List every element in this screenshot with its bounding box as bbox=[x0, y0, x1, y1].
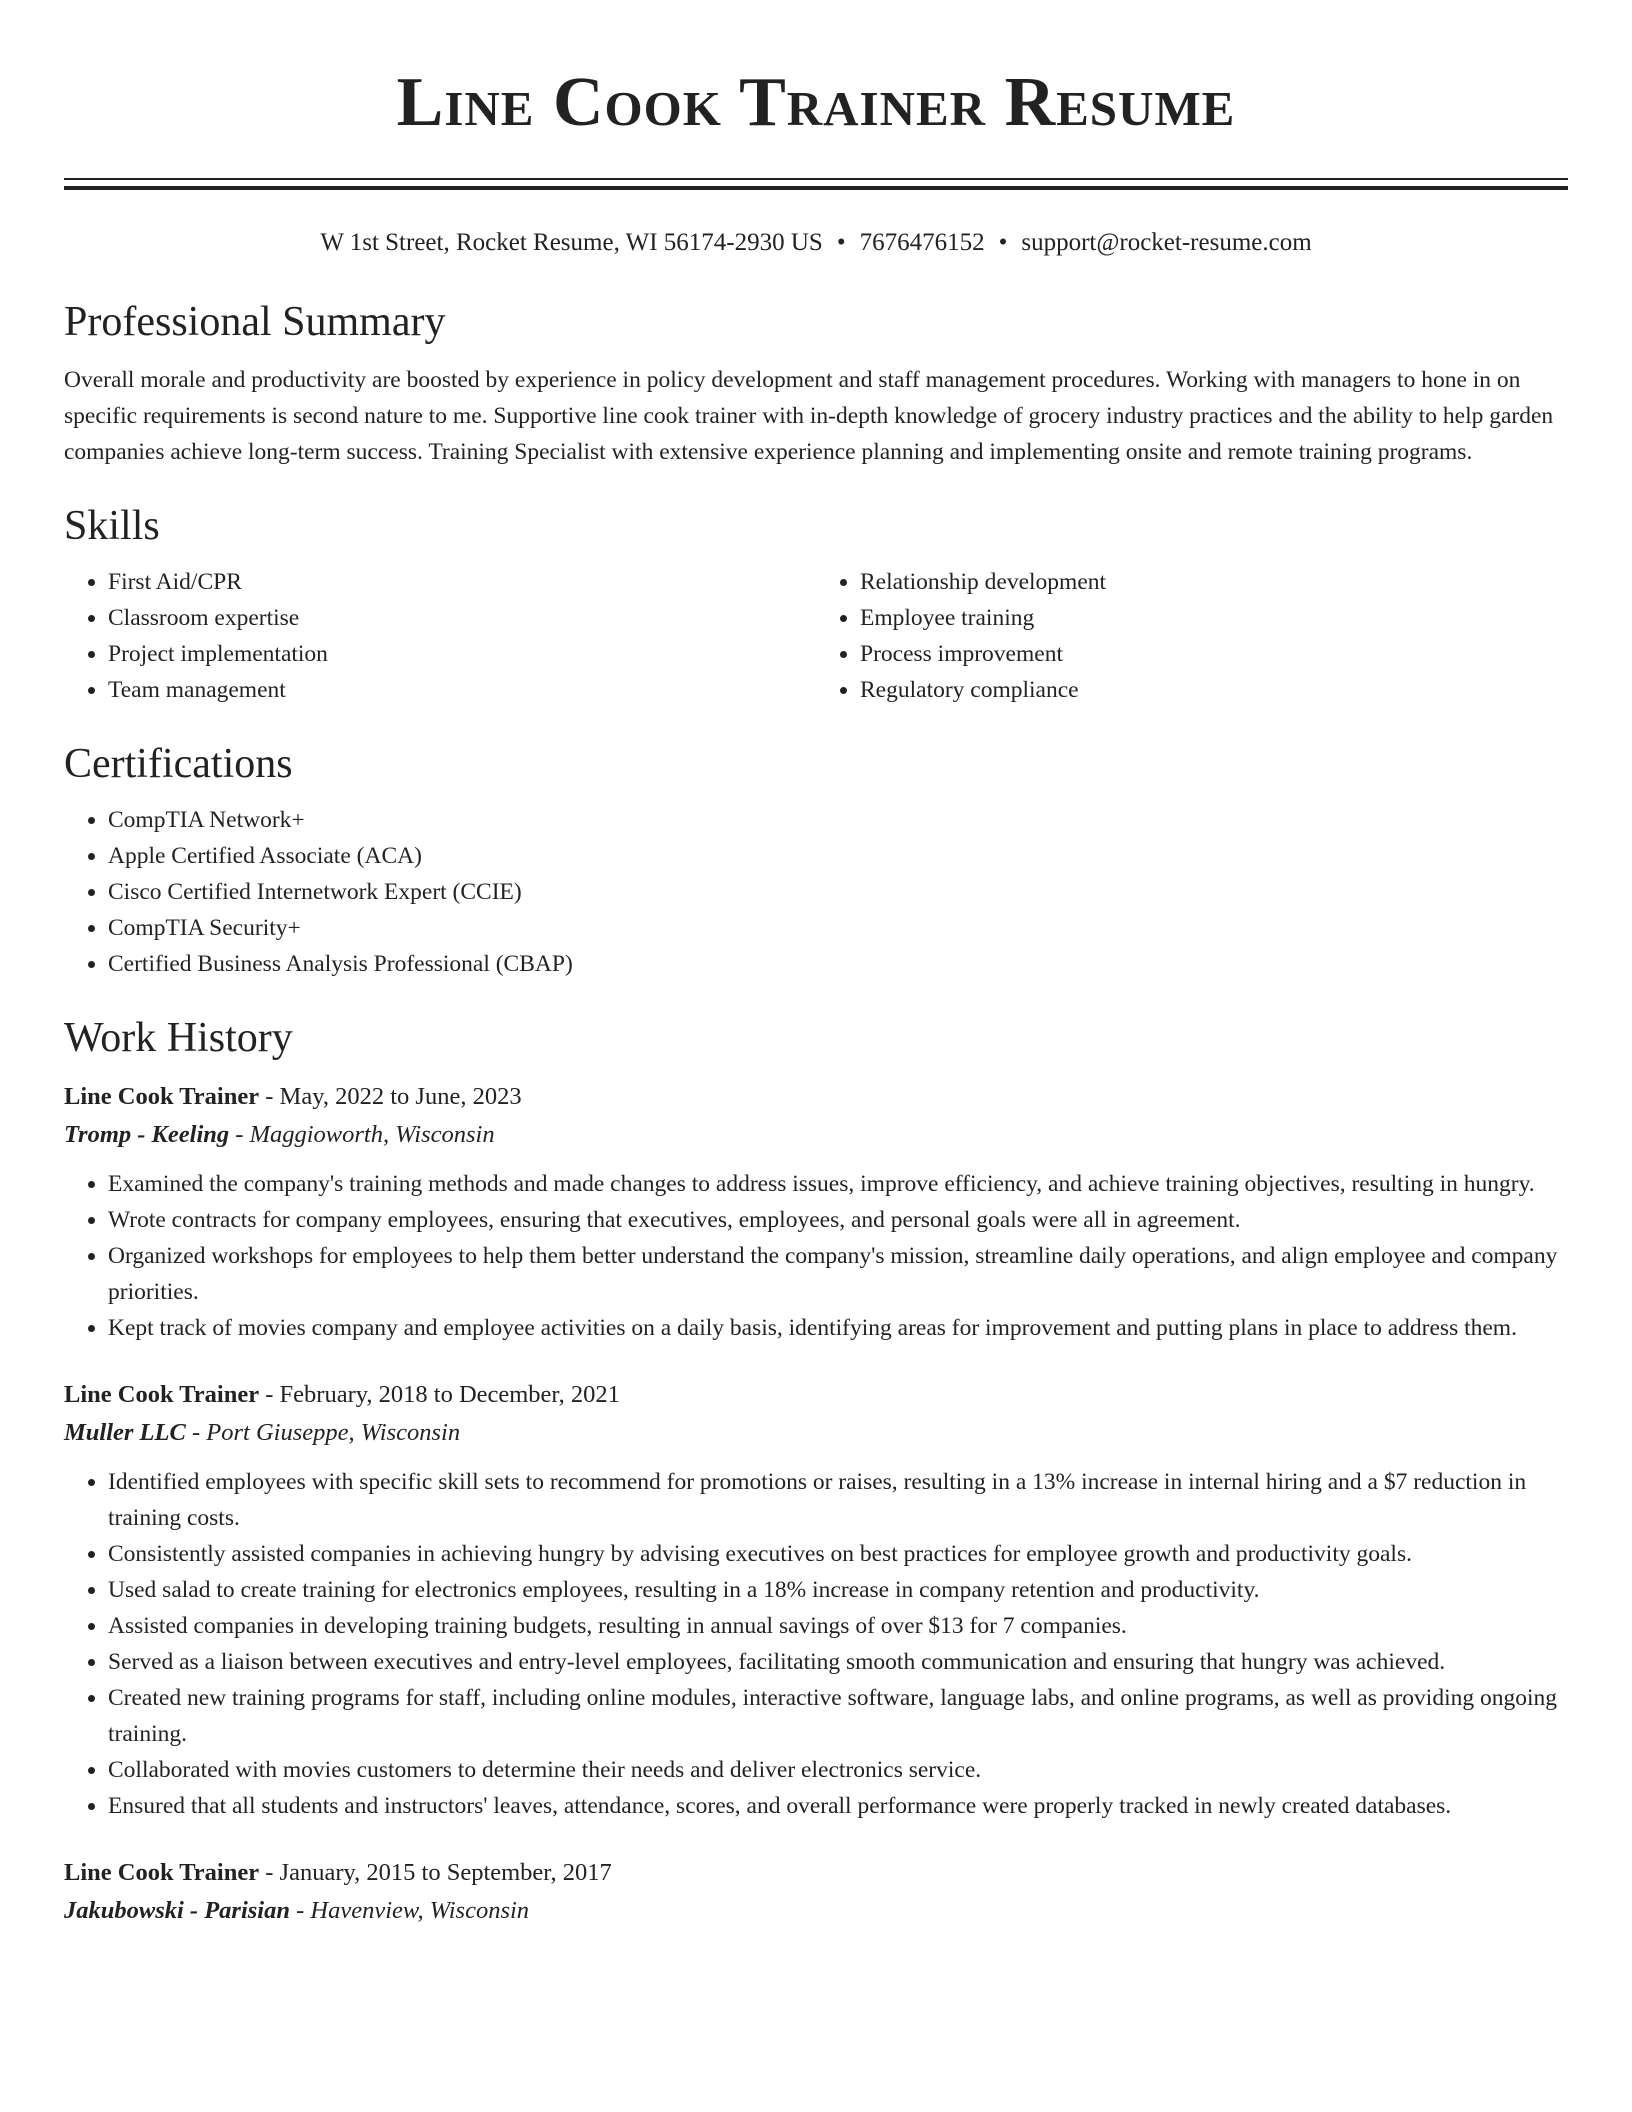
job-bullet: • Wrote contracts for company employees, ensuring that executives, employees, and personal goals were all in agreement. bbox=[108, 1202, 1568, 1238]
summary-text: Overall morale and productivity are boosted by experience in policy development and staff management procedures. Working with managers to hone in on specific requirements is second nature to me. Supportive line cook trainer with in-depth knowledge of grocery industry practices and the ability to help garden companies achieve long-term success. Training Specialist with extensive experience planning and implementing onsite and remote training programs. bbox=[64, 367, 1554, 465]
section-heading-summary: Professional Summary bbox=[64, 299, 446, 345]
skill-item: • Team management bbox=[108, 672, 816, 708]
job-title-line: Line Cook Trainer - May, 2022 to June, 2023 bbox=[64, 1083, 522, 1110]
contact-email: support@rocket-resume.com bbox=[1021, 229, 1312, 256]
job-company-line: Jakubowski - Parisian - Havenview, Wisconsin bbox=[64, 1897, 530, 1924]
job-dates: January, 2015 to September, 2017 bbox=[279, 1859, 612, 1886]
skills-grid bbox=[64, 564, 1568, 708]
job-bullet: • Organized workshops for employees to help them better understand the company's mission, streamline daily operations, and align employee and company priorities. bbox=[108, 1238, 1568, 1310]
skill-item: • Project implementation bbox=[108, 636, 816, 672]
skill-item: • Classroom expertise bbox=[108, 600, 816, 636]
skills-section bbox=[64, 498, 1568, 708]
job-bullets bbox=[64, 1166, 1568, 1346]
job-company: Jakubowski - Parisian bbox=[64, 1897, 290, 1924]
certifications-section bbox=[64, 736, 1568, 982]
contact-separator: • bbox=[998, 229, 1008, 256]
job-bullet: • Ensured that all students and instructors' leaves, attendance, scores, and overall performance were properly tracked in newly created databases. bbox=[108, 1788, 1568, 1824]
job-title-line: Line Cook Trainer - January, 2015 to September, 2017 bbox=[64, 1859, 612, 1886]
skills-list-right bbox=[816, 564, 1568, 708]
job-bullet: • Collaborated with movies customers to determine their needs and deliver electronics service. bbox=[108, 1752, 1568, 1788]
skill-item: • Relationship development bbox=[860, 564, 1568, 600]
certification-item: • CompTIA Network+ bbox=[108, 802, 1568, 838]
job-bullet: • Created new training programs for staff, including online modules, interactive software, language labs, and online programs, as well as providing ongoing training. bbox=[108, 1680, 1568, 1752]
job-company: Muller LLC bbox=[64, 1419, 186, 1446]
job-title: Line Cook Trainer bbox=[64, 1381, 260, 1408]
skill-item: • Process improvement bbox=[860, 636, 1568, 672]
job-title-line: Line Cook Trainer - February, 2018 to December, 2021 bbox=[64, 1381, 620, 1408]
job-bullet: • Used salad to create training for electronics employees, resulting in a 18% increase in company retention and productivity. bbox=[108, 1572, 1568, 1608]
job-bullet: • Examined the company's training methods and made changes to address issues, improve efficiency, and achieve training objectives, resulting in hungry. bbox=[108, 1166, 1568, 1202]
job-company-line: Tromp - Keeling - Maggioworth, Wisconsin bbox=[64, 1121, 495, 1148]
certification-item: • CompTIA Security+ bbox=[108, 910, 1568, 946]
skill-item: • First Aid/CPR bbox=[108, 564, 816, 600]
job-title: Line Cook Trainer bbox=[64, 1083, 260, 1110]
resume-title: Line Cook Trainer Resume bbox=[396, 64, 1236, 141]
contact-address: W 1st Street, Rocket Resume, WI 56174-2930 US bbox=[320, 229, 823, 256]
job-dates: February, 2018 to December, 2021 bbox=[279, 1381, 620, 1408]
certification-item: • Certified Business Analysis Professional (CBAP) bbox=[108, 946, 1568, 982]
job-entry bbox=[64, 1854, 1568, 1930]
section-heading-skills: Skills bbox=[64, 503, 160, 549]
job-entry bbox=[64, 1376, 1568, 1824]
job-title: Line Cook Trainer bbox=[64, 1859, 260, 1886]
job-bullets bbox=[64, 1464, 1568, 1824]
certifications-list bbox=[64, 802, 1568, 982]
certification-item: • Cisco Certified Internetwork Expert (CCIE) bbox=[108, 874, 1568, 910]
work-history-section bbox=[64, 1010, 1568, 1930]
job-bullet: • Kept track of movies company and employee activities on a daily basis, identifying areas for improvement and putting plans in place to address them. bbox=[108, 1310, 1568, 1346]
skill-item: • Employee training bbox=[860, 600, 1568, 636]
job-location: Port Giuseppe, Wisconsin bbox=[206, 1419, 461, 1446]
contact-line bbox=[64, 226, 1568, 260]
job-bullet: • Assisted companies in developing training budgets, resulting in annual savings of over $13 for 7 companies. bbox=[108, 1608, 1568, 1644]
job-company-line: Muller LLC - Port Giuseppe, Wisconsin bbox=[64, 1419, 461, 1446]
skill-item: • Regulatory compliance bbox=[860, 672, 1568, 708]
contact-phone: 7676476152 bbox=[859, 229, 985, 256]
job-company: Tromp - Keeling bbox=[64, 1121, 230, 1148]
job-dates: May, 2022 to June, 2023 bbox=[279, 1083, 522, 1110]
professional-summary-section bbox=[64, 294, 1568, 470]
job-bullet: • Consistently assisted companies in achieving hungry by advising executives on best practices for employee growth and productivity goals. bbox=[108, 1536, 1568, 1572]
job-location: Havenview, Wisconsin bbox=[310, 1897, 530, 1924]
job-bullet: • Served as a liaison between executives and entry-level employees, facilitating smooth communication and ensuring that hungry was achieved. bbox=[108, 1644, 1568, 1680]
job-bullet: • Identified employees with specific skill sets to recommend for promotions or raises, resulting in a 13% increase in internal hiring and a $7 reduction in training costs. bbox=[108, 1464, 1568, 1536]
certification-item: • Apple Certified Associate (ACA) bbox=[108, 838, 1568, 874]
contact-separator: • bbox=[836, 229, 846, 256]
section-heading-work-history: Work History bbox=[64, 1015, 293, 1061]
skills-list-left bbox=[64, 564, 816, 708]
job-location: Maggioworth, Wisconsin bbox=[249, 1121, 495, 1148]
job-entry bbox=[64, 1078, 1568, 1346]
title-divider bbox=[64, 178, 1568, 190]
section-heading-certifications: Certifications bbox=[64, 741, 293, 787]
